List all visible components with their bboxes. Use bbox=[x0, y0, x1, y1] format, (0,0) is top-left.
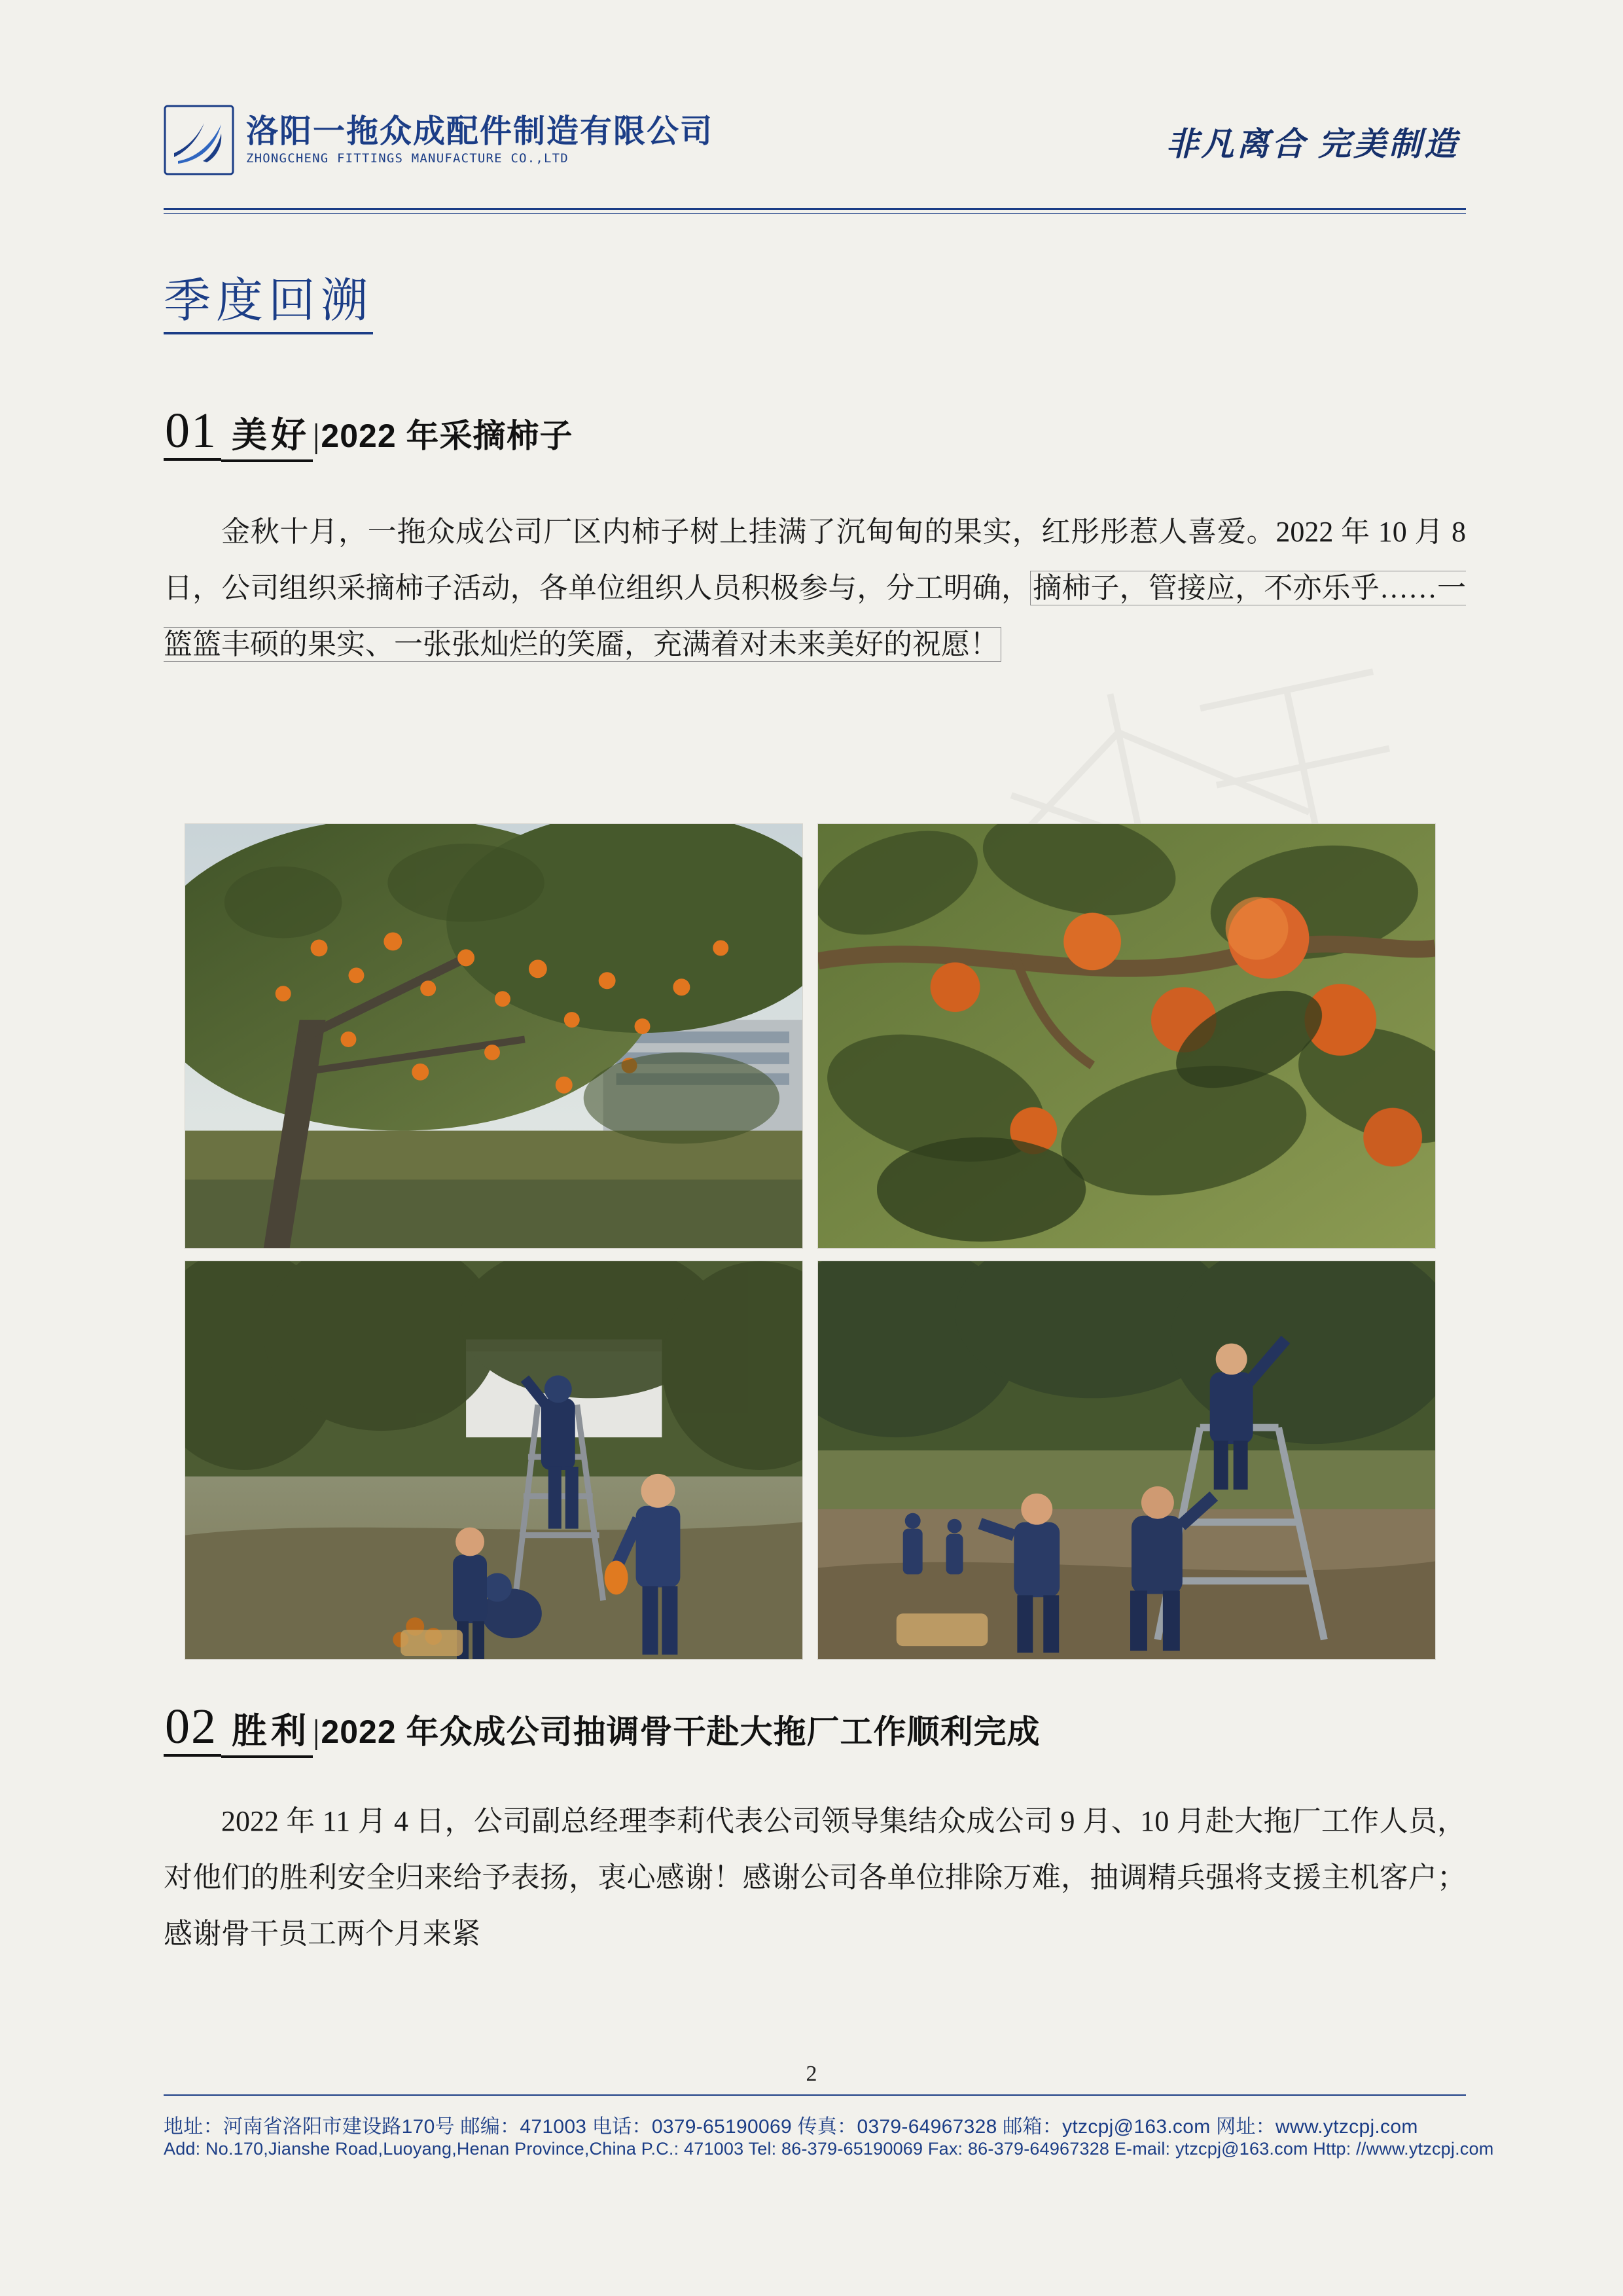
header-divider-thin bbox=[164, 213, 1466, 214]
footer-divider bbox=[164, 2094, 1466, 2096]
article-number-2: 02 bbox=[164, 1702, 221, 1757]
company-name-cn: 洛阳一拖众成配件制造有限公司 bbox=[246, 113, 714, 149]
article-title-1: 2022 年采摘柿子 bbox=[321, 418, 573, 454]
section-title: 季度回溯 bbox=[164, 275, 373, 334]
page-number: 2 bbox=[806, 2062, 817, 2086]
article-heading-2 bbox=[164, 1699, 1041, 1759]
footer-address-en: Add: No.170,Jianshe Road,Luoyang,Henan Province,China P.C.: 471003 Tel: 86-379-65190069 Fax: 86-379-64967328 E-mail: ytzcpj@163.com Http: //www.ytzcpj.com bbox=[164, 2139, 1494, 2159]
article-kicker-2: 胜利 bbox=[221, 1713, 313, 1758]
article-title-2: 2022 年众成公司抽调骨干赴大拖厂工作顺利完成 bbox=[321, 1713, 1041, 1750]
page-header bbox=[164, 98, 1466, 203]
article-body-1: 金秋十月，一拖众成公司厂区内柿子树上挂满了沉甸甸的果实，红彤彤惹人喜爱。2022 年 10 月 8 日，公司组织采摘柿子活动，各单位组织人员积极参与，分工明确，摘柿子，管接应，不亦乐乎……一篮篮丰硕的果实、一张张灿烂的笑靥，充满着对未来美好的祝愿！ bbox=[164, 516, 1467, 660]
header-divider bbox=[164, 208, 1466, 210]
company-slogan: 非凡离合 完美制造 bbox=[1166, 126, 1459, 162]
photo-picking-ladder bbox=[185, 1261, 803, 1660]
article-kicker-1: 美好 bbox=[221, 418, 313, 462]
article-number-1: 01 bbox=[164, 406, 221, 461]
photo-persimmon-closeup bbox=[817, 823, 1436, 1249]
company-name-en: ZHONGCHENG FITTINGS MANUFACTURE CO.,LTD bbox=[246, 151, 569, 166]
photo-picking-frame bbox=[817, 1261, 1436, 1660]
article-body-2: 2022 年 11 月 4 日，公司副总经理李莉代表公司领导集结众成公司 9 月、10 月赴大拖厂工作人员，对他们的胜利安全归来给予表扬，衷心感谢！感谢公司各单位排除万难，抽调精兵强将支援主机客户；感谢骨干员工两个月来紧 bbox=[164, 1805, 1466, 1950]
photo-persimmon-tree-wide bbox=[185, 823, 803, 1249]
swoosh-logo-icon bbox=[164, 105, 234, 175]
company-logo bbox=[164, 105, 713, 175]
company-name-block bbox=[246, 115, 713, 166]
photo-grid bbox=[185, 823, 1448, 1668]
article-heading-1 bbox=[164, 403, 573, 463]
footer-address-cn: 地址：河南省洛阳市建设路170号 邮编：471003 电话：0379-65190069 传真：0379-64967328 邮箱：ytzcpj@163.com 网址：www.ytzcpj.com bbox=[164, 2116, 1418, 2138]
article-separator-1: | bbox=[313, 418, 320, 455]
article-separator-2: | bbox=[313, 1713, 320, 1751]
